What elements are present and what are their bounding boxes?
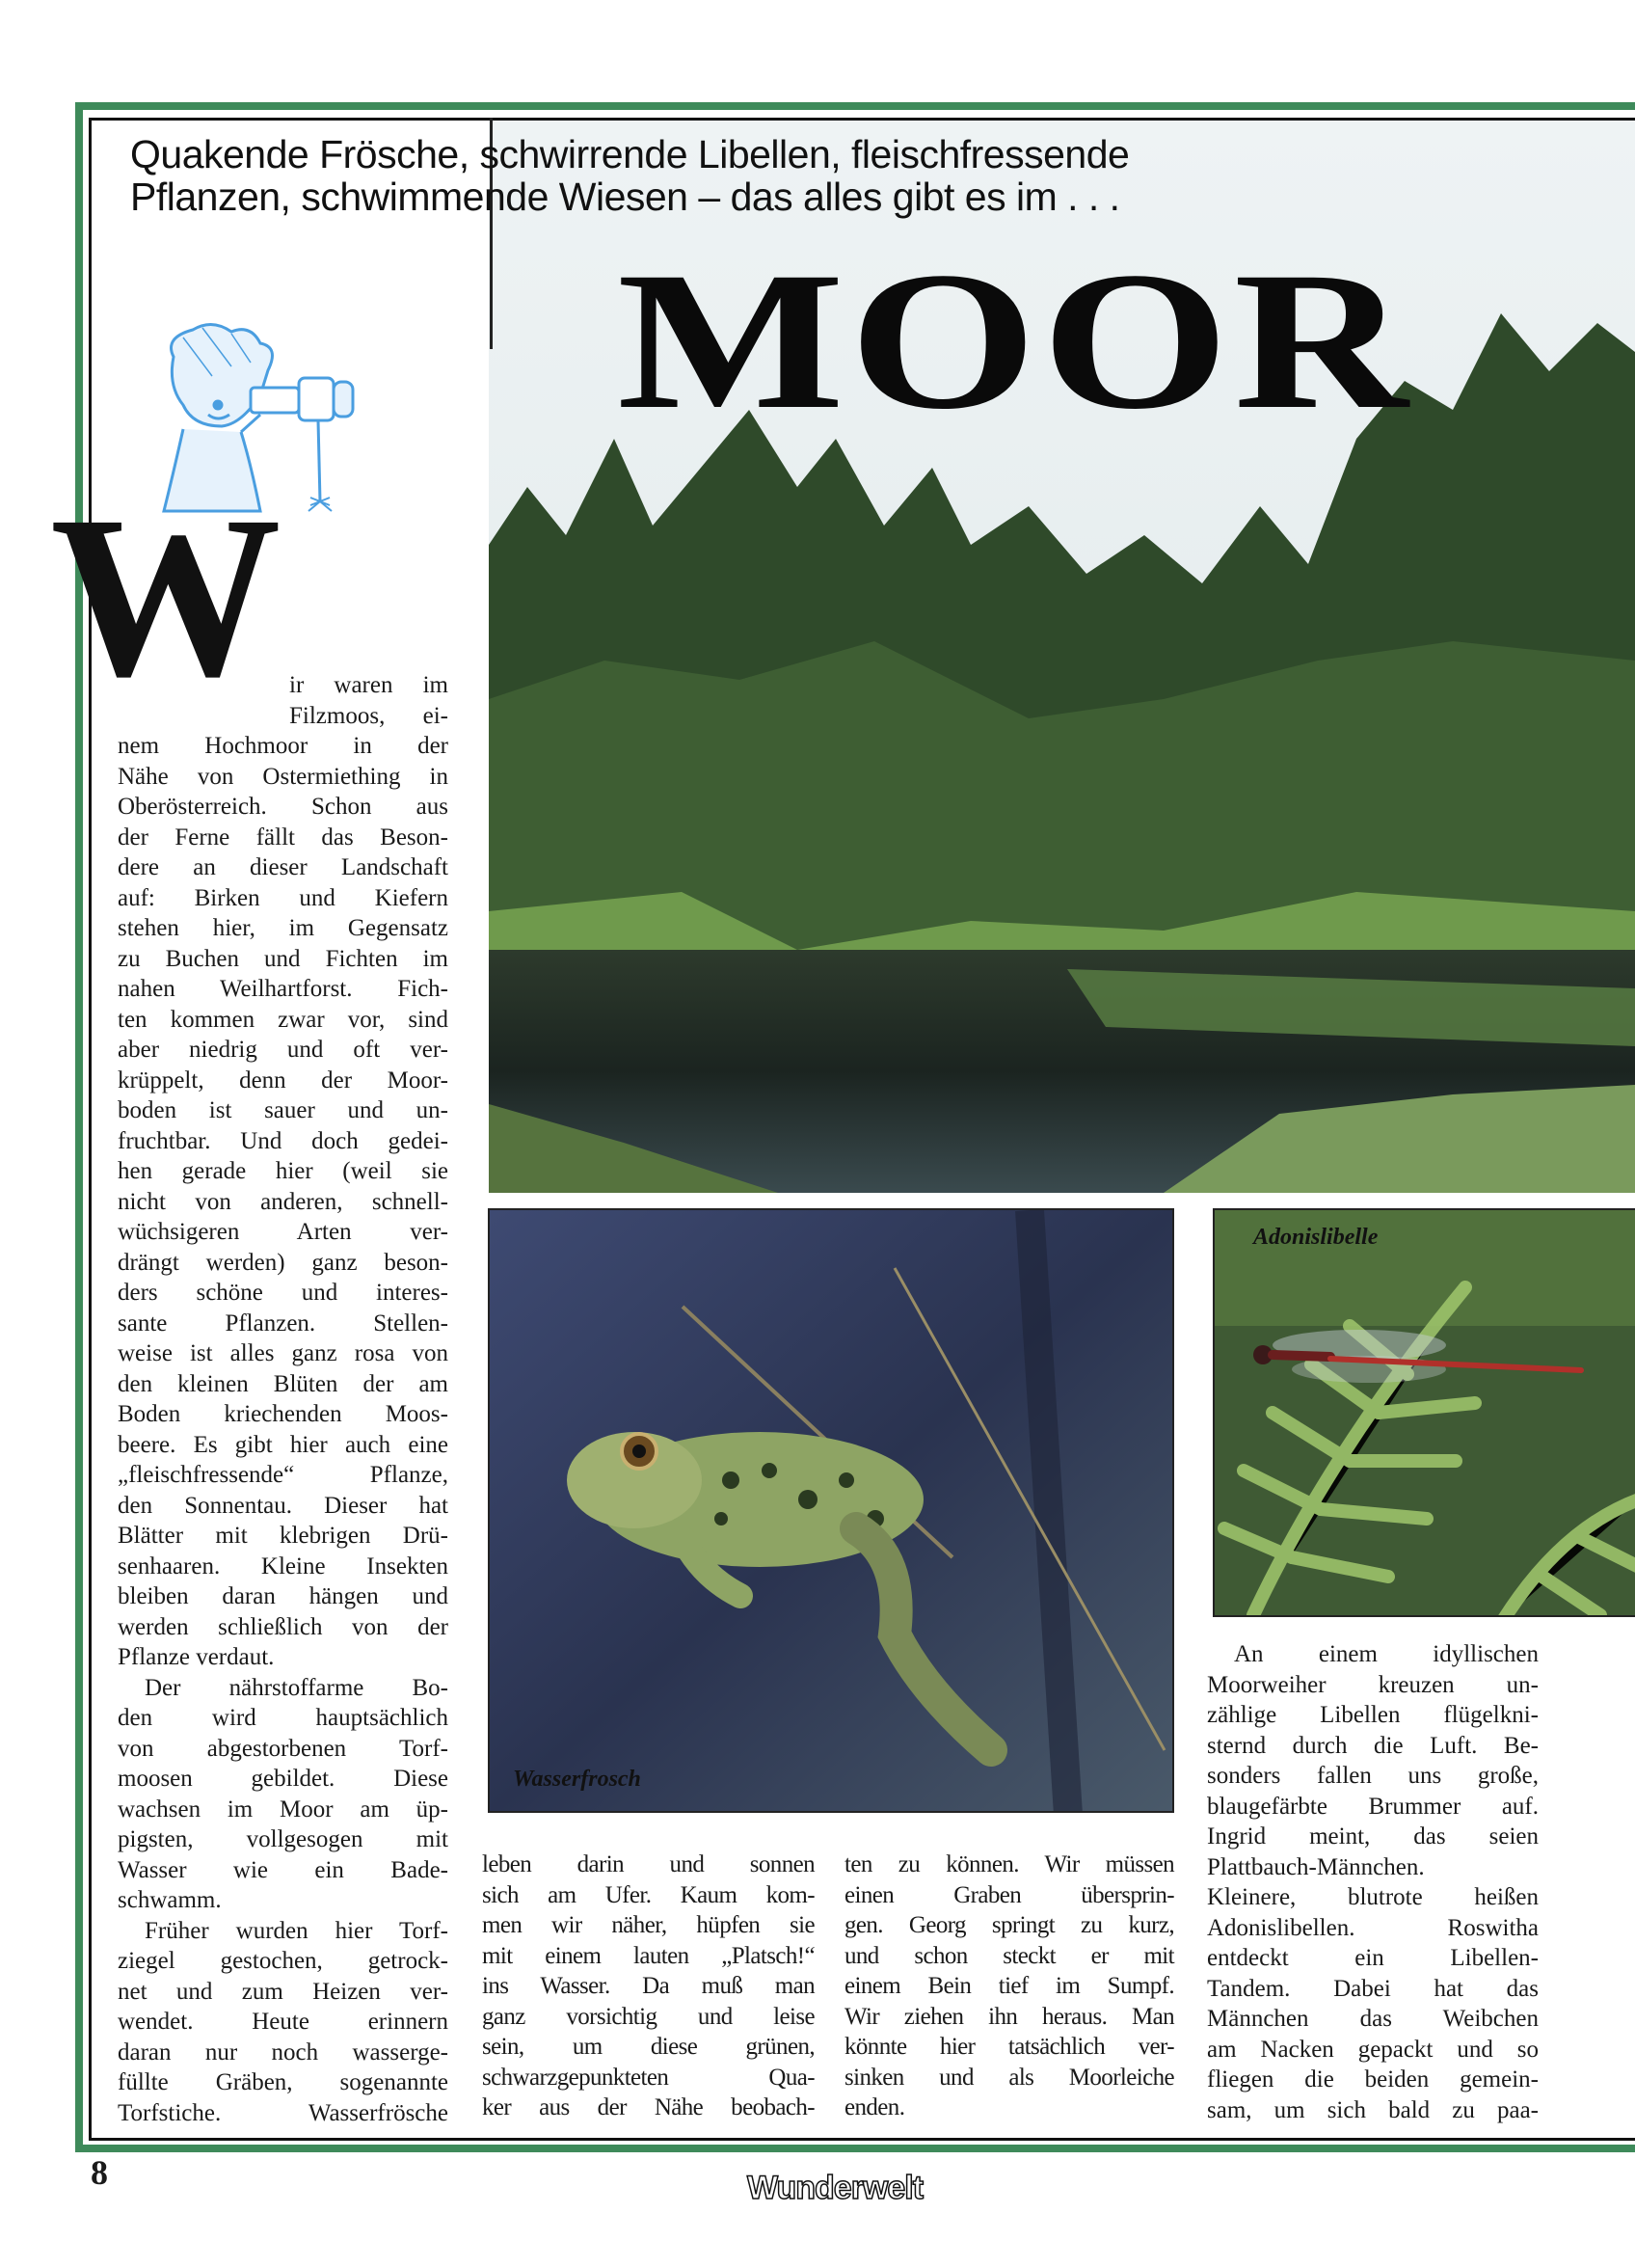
text-line: enden. (844, 2094, 905, 2120)
headline-line-1: Quakende Frösche, schwirrende Libellen, fleischfressende (130, 132, 1130, 176)
text-line: könnte hier tatsächlich ver- (844, 2034, 1174, 2060)
text-line: den Sonnentau. Dieser hat (118, 1492, 448, 1519)
text-column-3 (844, 1850, 1174, 2123)
text-line: sternd durch die Luft. Be- (1207, 1732, 1539, 1759)
text-line: sich am Ufer. Kaum kom- (482, 1881, 815, 1908)
text-line: fruchtbar. Und doch gedei- (118, 1127, 448, 1154)
text-line: Plattbauch-Männchen. (1207, 1853, 1425, 1880)
text-line: Boden kriechenden Moos- (118, 1401, 448, 1427)
text-line: Tandem. Dabei hat das (1207, 1975, 1539, 2002)
text-line: werden schließlich von der (118, 1613, 448, 1640)
dragonfly-photo (1213, 1208, 1635, 1617)
text-line: Pflanze verdaut. (118, 1644, 275, 1670)
text-line: schwamm. (118, 1887, 222, 1913)
text-line: net und zum Heizen ver- (118, 1978, 448, 2005)
text-line: sinken und als Moorleiche (844, 2064, 1174, 2091)
text-line: Adonislibellen. Roswitha (1207, 1914, 1539, 1941)
text-line: einen Graben übersprin- (844, 1881, 1174, 1908)
text-line: einem Bein tief im Sumpf. (844, 1973, 1174, 1999)
text-line: nicht von anderen, schnell- (118, 1188, 448, 1215)
text-line: am Nacken gepackt und so (1207, 2036, 1539, 2063)
headline-line-2: Pflanzen, schwimmende Wiesen – das alles gibt es im . . . (130, 175, 1120, 219)
text-line: daran nur noch wasserge- (118, 2038, 448, 2066)
text-line: moosen gebildet. Diese (118, 1766, 448, 1792)
text-line: Filzmoos, ei- (289, 702, 448, 729)
text-line: aber niedrig und oft ver- (118, 1037, 448, 1063)
text-line: ker aus der Nähe beobach- (482, 2094, 815, 2120)
text-line: auf: Birken und Kiefern (118, 884, 448, 911)
text-line: entdeckt ein Libellen- (1207, 1945, 1539, 1971)
text-line: men wir näher, hüpfen sie (482, 1912, 815, 1938)
text-line: schwarzgepunkteten Qua- (482, 2064, 815, 2091)
text-line: Blätter mit klebrigen Drü- (118, 1523, 448, 1549)
text-line: von abgestorbenen Torf- (118, 1735, 448, 1762)
text-line: krüppelt, denn der Moor- (118, 1066, 448, 1094)
text-line: nem Hochmoor in der (118, 733, 448, 759)
text-line: beere. Es gibt hier auch eine (118, 1431, 448, 1458)
text-line: wüchsigeren Arten ver- (118, 1219, 448, 1245)
frog-photo (488, 1208, 1174, 1813)
text-line: ten zu können. Wir müssen (844, 1851, 1174, 1877)
text-line: den wird hauptsächlich (118, 1705, 448, 1731)
text-line: und schon steckt er mit (844, 1942, 1174, 1969)
text-line: Moorweiher kreuzen un- (1207, 1671, 1539, 1698)
text-line: zählige Libellen flügelkni- (1207, 1702, 1539, 1728)
text-column-1 (118, 670, 448, 2128)
page-title: MOOR (617, 231, 1413, 450)
text-line: Wasser wie ein Bade- (118, 1856, 448, 1883)
text-line: sam, um sich bald zu paa- (1207, 2096, 1539, 2123)
text-line: Der nährstoffarme Bo- (145, 1674, 448, 1701)
page-number: 8 (91, 2153, 108, 2192)
text-line: ders schöne und interes- (118, 1280, 448, 1306)
dragonfly-caption: Adonislibelle (1253, 1225, 1379, 1250)
text-line: ganz vorsichtig und leise (482, 2003, 815, 2030)
text-line: zu Buchen und Fichten im (118, 945, 448, 972)
text-line: ir waren im (289, 672, 448, 698)
text-line: ins Wasser. Da muß man (482, 1973, 815, 1999)
text-line: hen gerade hier (weil sie (118, 1158, 448, 1184)
text-line: den kleinen Blüten der am (118, 1370, 448, 1397)
text-line: sonders fallen uns große, (1207, 1763, 1539, 1789)
text-line: Kleinere, blutrote heißen (1207, 1884, 1539, 1910)
text-line: senhaaren. Kleine Insekten (118, 1552, 448, 1580)
text-line: fliegen die beiden gemein- (1207, 2066, 1539, 2092)
text-column-2 (482, 1850, 815, 2123)
text-line: stehen hier, im Gegensatz (118, 915, 448, 941)
text-line: füllte Gräben, sogenannte (118, 2069, 448, 2095)
magazine-logo: Wunderwelt (747, 2170, 924, 2206)
text-line: An einem idyllischen (1234, 1641, 1539, 1667)
text-line: pigsten, vollgesogen mit (118, 1826, 448, 1852)
text-line: weise ist alles ganz rosa von (118, 1340, 448, 1366)
text-line: Oberösterreich. Schon aus (118, 794, 448, 820)
frog-caption: Wasserfrosch (513, 1767, 641, 1792)
text-line: dere an dieser Landschaft (118, 854, 448, 880)
text-line: drängt werden) ganz beson- (118, 1249, 448, 1276)
text-line: Wir ziehen ihn heraus. Man (844, 2003, 1174, 2030)
text-line: Früher wurden hier Torf- (145, 1917, 448, 1944)
text-line: sein, um diese grünen, (482, 2034, 815, 2060)
text-line: Torfstiche. Wasserfrösche (118, 2099, 448, 2126)
text-column-4 (1207, 1639, 1539, 2125)
text-line: Männchen das Weibchen (1207, 2006, 1539, 2032)
text-line: wendet. Heute erinnern (118, 2009, 448, 2035)
text-line: bleiben daran hängen und (118, 1583, 448, 1609)
text-line: leben darin und sonnen (482, 1851, 815, 1877)
text-line: wachsen im Moor am üp- (118, 1796, 448, 1822)
text-line: blaugefärbte Brummer auf. (1207, 1793, 1539, 1820)
text-line: gen. Georg springt zu kurz, (844, 1912, 1174, 1938)
text-line: der Ferne fällt das Beson- (118, 824, 448, 850)
text-line: sante Pflanzen. Stellen- (118, 1310, 448, 1336)
text-line: mit einem lauten „Platsch!“ (482, 1942, 815, 1969)
text-line: „fleischfressende“ Pflanze, (118, 1462, 448, 1488)
text-line: ziegel gestochen, getrock- (118, 1948, 448, 1974)
text-line: Ingrid meint, das seien (1207, 1823, 1539, 1850)
headline (130, 133, 1129, 218)
text-line: ten kommen zwar vor, sind (118, 1006, 448, 1033)
text-line: nahen Weilhartforst. Fich- (118, 976, 448, 1002)
text-line: boden ist sauer und un- (118, 1097, 448, 1123)
drop-cap: W (50, 468, 281, 724)
text-line: Nähe von Ostermiething in (118, 763, 448, 790)
